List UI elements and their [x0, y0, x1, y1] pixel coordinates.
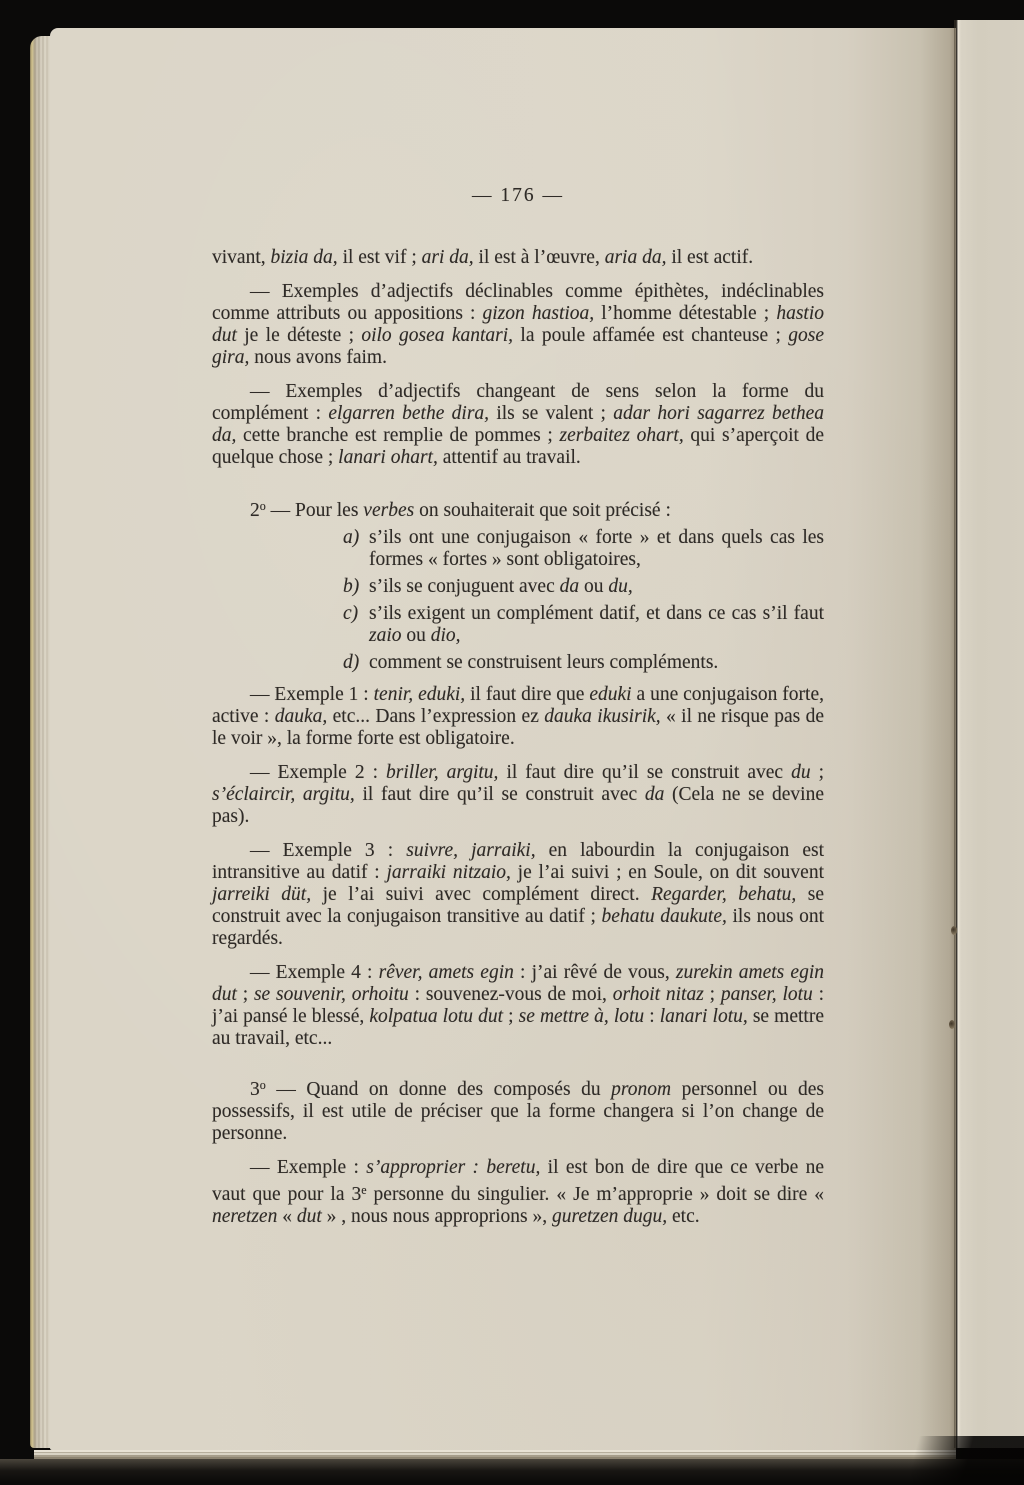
facing-page-edge	[958, 20, 1024, 1448]
italic-text: panser, lotu	[720, 984, 813, 1006]
text-run: «	[277, 1206, 297, 1228]
italic-text: se mettre à, lotu	[518, 1006, 645, 1028]
page-number: — 176 —	[472, 185, 564, 206]
text-run: — Pour les	[265, 500, 364, 522]
list-item-d-text	[369, 652, 824, 674]
italic-text: verbes	[363, 500, 415, 522]
text-run: ils nous ont regardés.	[212, 906, 824, 950]
text-run: qui s’aperçoit de quelque chose ;	[212, 425, 824, 468]
italic-text: aria da,	[604, 247, 667, 268]
text-run: il faut dire qu’il se construit avec	[354, 784, 645, 806]
list-item-c-text	[369, 603, 824, 647]
list-item-a-text	[369, 527, 824, 571]
text-run: s’ils exigent un complément datif, et dans ce cas s’il faut	[369, 603, 824, 625]
list-item-a	[343, 527, 824, 571]
paragraph-exemple-1	[212, 684, 824, 750]
text-run: la poule affamée est chanteuse ;	[513, 325, 789, 346]
section-2-heading	[212, 495, 824, 522]
text-run: — Exemple 4 :	[250, 962, 379, 984]
text-run: s’ils ont une conjugaison « forte » et dans quels cas les formes « fortes » sont obligatoires,	[369, 527, 824, 571]
text-run: ;	[703, 984, 721, 1006]
italic-text: du	[791, 762, 811, 784]
text-run: — Exemple 3 :	[250, 840, 407, 862]
text-run: : j’ai rêvé de vous,	[513, 962, 676, 984]
italic-text: s’approprier : beretu,	[366, 1157, 541, 1179]
italic-text: zaio	[369, 625, 402, 647]
text-run: ;	[503, 1006, 519, 1028]
italic-text: adar hori sagarrez bethea da,	[212, 403, 825, 446]
italic-text: lanari ohart,	[338, 447, 438, 468]
list-item-a-label: a)	[343, 527, 360, 549]
text-run: se mettre au travail, etc...	[212, 1006, 824, 1050]
italic-text: zerbaitez ohart,	[559, 425, 684, 446]
text-run: en labourdin la conjugaison est intransitive au datif :	[212, 840, 824, 884]
book-page	[50, 28, 956, 1450]
paragraph-exemple-3	[212, 840, 824, 950]
text-run: comment se construisent leurs compléments.	[369, 652, 719, 674]
page-text-block	[212, 185, 824, 1228]
text-run: — Exemple 2 :	[250, 762, 387, 784]
superscript-text: o	[259, 1078, 266, 1093]
italic-text: gizon hastioa,	[482, 303, 595, 324]
italic-text: dauka,	[274, 706, 328, 728]
text-run: ou	[401, 625, 431, 647]
book-shadow	[0, 1459, 1024, 1485]
text-run: « il ne risque pas de le voir », la forme forte est obligatoire.	[212, 706, 824, 750]
italic-text: jarraiki nitzaio,	[386, 862, 511, 884]
italic-text: jarreiki düt,	[212, 884, 312, 906]
italic-text: dut	[296, 1206, 322, 1228]
text-run: il faut dire qu’il se construit avec	[498, 762, 792, 784]
section-2-list	[212, 527, 824, 674]
list-item-d-label: d)	[343, 652, 360, 674]
paragraph-exemple-2	[212, 762, 824, 828]
italic-text: lanari lotu,	[659, 1006, 748, 1028]
text-run: » , nous nous approprions »,	[321, 1206, 552, 1228]
text-run: 3	[250, 1079, 260, 1101]
text-run: je l’ai suivi ; en Soule, on dit souvent	[510, 862, 824, 884]
italic-text: da	[559, 576, 580, 598]
italic-text: tenir, eduki,	[373, 684, 466, 706]
italic-text: du,	[608, 576, 633, 598]
page-edge-stack-bottom	[34, 1450, 956, 1459]
italic-text: bizia da,	[270, 247, 338, 268]
text-run: — Exemples d’adjectifs déclinables comme épithètes, indéclinables comme attributs ou appositions :	[212, 281, 824, 324]
text-run: a une conjugaison forte, active :	[212, 684, 824, 728]
page-edge-stack-left	[30, 36, 52, 1448]
text-run: ;	[236, 984, 254, 1006]
italic-text: se souvenir, orhoitu	[253, 984, 409, 1006]
list-item-b-label: b)	[343, 576, 360, 598]
text-run: — Exemple 1 :	[250, 684, 374, 706]
text-run: il est actif.	[666, 247, 754, 268]
text-run: : souvenez-vous de moi,	[408, 984, 613, 1006]
text-run: : j’ai pansé le blessé,	[212, 984, 825, 1028]
text-run: vivant,	[212, 247, 271, 268]
text-run: on souhaiterait que soit précisé :	[414, 500, 671, 522]
text-run: il faut dire que	[465, 684, 590, 706]
italic-text: Regarder, behatu,	[651, 884, 797, 906]
text-run: :	[644, 1006, 660, 1028]
italic-text: kolpatua lotu dut	[369, 1006, 504, 1028]
italic-text: oilo gosea kantari,	[361, 325, 514, 346]
italic-text: pronom	[611, 1079, 672, 1101]
text-run: personnel ou des possessifs, il est utile de préciser que la forme changera si l’on change de personne.	[212, 1079, 824, 1145]
binding-stitch-mark	[951, 926, 957, 935]
italic-text: orhoit nitaz	[612, 984, 704, 1006]
text-run: s’ils se conjuguent avec	[369, 576, 560, 598]
italic-text: behatu daukute,	[601, 906, 727, 928]
text-run: il est à l’œuvre,	[473, 247, 605, 268]
text-run: 2	[250, 500, 260, 522]
superscript-text: o	[259, 499, 266, 513]
italic-text: da	[644, 784, 665, 806]
list-item-d	[343, 652, 824, 674]
text-run: — Quand on donne des composés du	[265, 1079, 612, 1101]
superscript-text: e	[361, 1183, 367, 1198]
text-run: se construit avec la conjugaison transitive au datif ;	[212, 884, 825, 928]
text-run: ou	[579, 576, 609, 598]
text-run: ;	[810, 762, 824, 784]
text-run: attentif au travail.	[437, 447, 581, 468]
text-run: (Cela ne se devine pas).	[212, 784, 824, 828]
text-run: il est vif ;	[337, 247, 422, 268]
italic-text: neretzen	[212, 1206, 278, 1228]
text-run: nous avons faim.	[249, 347, 387, 368]
text-run: il est bon de dire que ce verbe ne vaut que pour la 3	[212, 1157, 824, 1206]
italic-text: dauka ikusirik,	[544, 706, 661, 728]
italic-text: suivre, jarraiki,	[406, 840, 536, 862]
text-run: cette branche est remplie de pommes ;	[236, 425, 560, 446]
text-run: je le déteste ;	[236, 325, 362, 346]
list-item-b-text	[369, 576, 824, 598]
paragraph-adjectifs-declinables	[212, 281, 824, 369]
italic-text: eduki	[589, 684, 632, 706]
book-shadow-corner	[880, 1436, 1024, 1485]
binding-stitch-mark	[949, 1020, 955, 1029]
list-item-c-label: c)	[343, 603, 359, 625]
italic-text: s’éclaircir, argitu,	[212, 784, 355, 806]
italic-text: rêver, amets egin	[378, 962, 514, 984]
text-run: — Exemples d’adjectifs changeant de sens selon la forme du complément :	[212, 381, 824, 424]
text-run: l’homme détestable ;	[594, 303, 777, 324]
text-run: etc.	[667, 1206, 700, 1228]
italic-text: briller, argitu,	[386, 762, 499, 784]
italic-text: guretzen dugu,	[551, 1206, 668, 1228]
italic-text: hastio dut	[212, 303, 824, 346]
paragraph-exemple-4	[212, 962, 824, 1050]
text-run: etc... Dans l’expression ez	[327, 706, 545, 728]
italic-text: zurekin amets egin dut	[212, 962, 824, 1006]
paragraph-adjectifs-sens	[212, 381, 824, 469]
italic-text: dio,	[430, 625, 461, 647]
italic-text: ari da,	[421, 247, 474, 268]
text-run: ils se valent ;	[489, 403, 614, 424]
text-run: je l’ai suivi avec complément direct.	[311, 884, 652, 906]
list-item-b	[343, 576, 824, 598]
section-3-heading	[212, 1074, 824, 1145]
italic-text: gose gira,	[212, 325, 824, 368]
text-run: — Exemple :	[250, 1157, 367, 1179]
italic-text: elgarren bethe dira,	[328, 403, 490, 424]
list-item-c	[343, 603, 824, 647]
paragraph-intro	[212, 247, 824, 269]
paragraph-exemple-final	[212, 1157, 824, 1228]
text-run: personne du singulier. « Je m’approprie » doit se dire «	[366, 1184, 825, 1206]
